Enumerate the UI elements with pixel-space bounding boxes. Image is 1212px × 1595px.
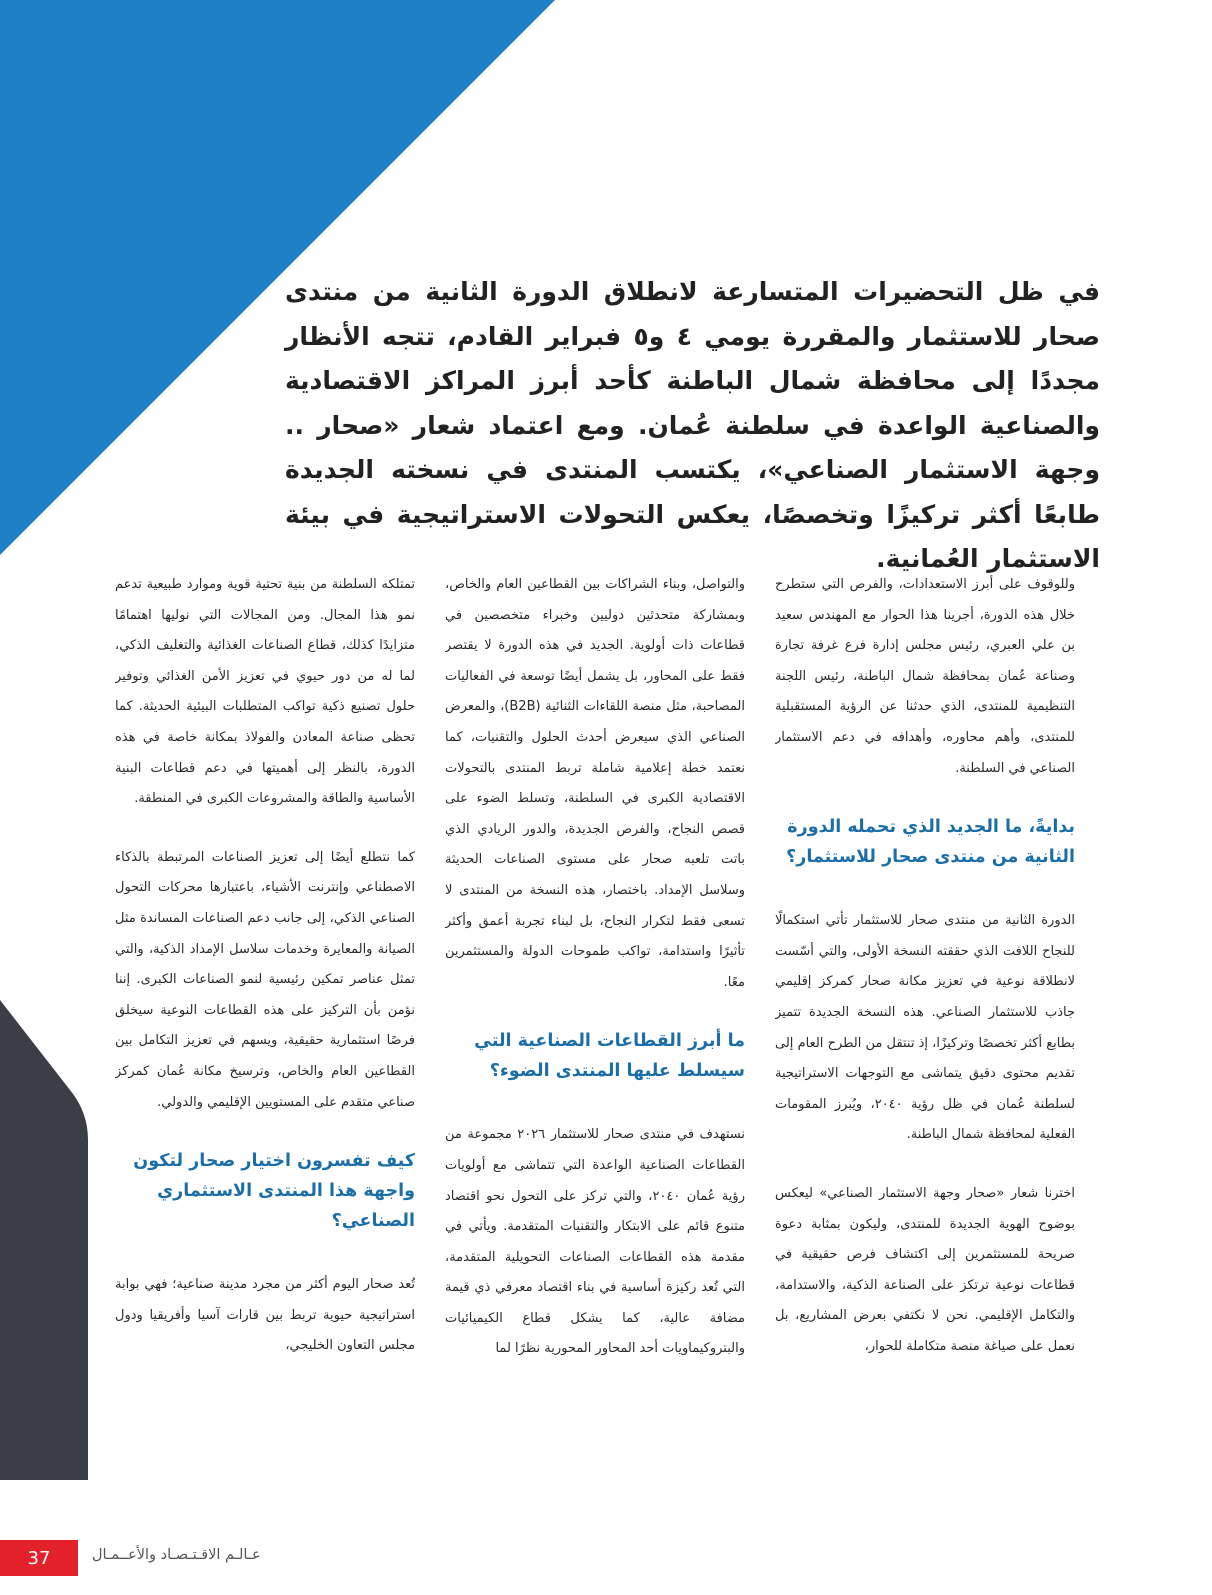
answer-paragraph: كما نتطلع أيضًا إلى تعزيز الصناعات المرتبطة بالذكاء الاصطناعي وإنترنت الأشياء، باعتبارها محركات التحول الصناعي الذكي، إلى جانب دعم الصناعات المساندة مثل الصيانة والمعايرة وخدمات سلاسل الإمداد الذكية، والتي تمثل عناصر تمكين رئيسية لنمو الصناعات الكبرى. إننا نؤمن بأن التركيز على هذه القطاعات النوعية سيخلق فرصًا استثمارية حقيقية، ويسهم في تعزيز التكامل بين القطاعين العام والخاص، وترسيخ مكانة عُمان كمركز صناعي متقدم على المستويين الإقليمي والدولي. xyxy=(115,849,415,1110)
intro-paragraph: وللوقوف على أبرز الاستعدادات، والفرص التي ستطرح خلال هذه الدورة، أجرينا هذا الحوار مع المهندس سعيد بن علي العبري، رئيس مجلس إدارة فرع غرفة تجارة وصناعة عُمان بمحافظة شمال الباطنة، رئيس اللجنة التنظيمية للمنتدى، الذي حدثنا عن الرؤية المستقبلية للمنتدى، وأهم محاوره، وأهدافه في دعم الاستثمار الصناعي في السلطنة. xyxy=(775,577,1075,776)
answer-paragraph: والتواصل، وبناء الشراكات بين القطاعين العام والخاص، وبمشاركة متحدثين دوليين وخبراء متخصصين في قطاعات ذات أولوية. الجديد في هذه الدورة لا يقتصر فقط على المحاور، بل يشمل أيضًا توسعة في الفعاليات المصاحبة، مثل منصة اللقاءات الثنائية (B2B)، والمعرض الصناعي الذي سيعرض أحدث الحلول والتقنيات، كما نعتمد خطة إعلامية شاملة تربط المنتدى بالتحولات الاقتصادية الكبرى في السلطنة، وتسلط الضوء على قصص النجاح، والفرص الجديدة، والدور الريادي الذي باتت تلعبه صحار على مستوى الصناعات الحديثة وسلاسل الإمداد. باختصار، هذه النسخة من المنتدى لا تسعى فقط لتكرار النجاح، بل لبناء تجربة أعمق وأكثر تأثيرًا واستدامة، تواكب طموحات الدولة والمستثمرين معًا. xyxy=(445,577,745,990)
answer-paragraph: اخترنا شعار «صحار وجهة الاستثمار الصناعي» ليعكس بوضوح الهوية الجديدة للمنتدى، وليكون بمثابة دعوة صريحة للمستثمرين إلى اكتشاف فرص حقيقية في قطاعات نوعية ترتكز على الصناعة الذكية، والاستدامة، والتكامل الإقليمي. نحن لا نكتفي بعرض المشاريع، بل نعمل على صياغة منصة متكاملة للحوار، xyxy=(775,1185,1075,1354)
answer-paragraph: نستهدف في منتدى صحار للاستثمار ٢٠٢٦ مجموعة من القطاعات الصناعية الواعدة التي تتماشى مع أولويات رؤية عُمان ٢٠٤٠، والتي تركز على التحول نحو اقتصاد متنوع قائم على الابتكار والتقنيات المتقدمة. ويأتي في مقدمة هذه القطاعات الصناعات التحويلية المتقدمة، التي تُعد ركيزة أساسية في بناء اقتصاد معرفي ذي قيمة مضافة عالية، كما يشكل قطاع الكيميائيات والبتروكيماويات أحد المحاور المحورية نظرًا لما xyxy=(445,1127,745,1357)
question-heading: كيف تفسرون اختيار صحار لتكون واجهة هذا المنتدى الاستثماري الصناعي؟ xyxy=(133,1151,415,1232)
answer-paragraph: الدورة الثانية من منتدى صحار للاستثمار تأتي استكمالًا للنجاح اللافت الذي حققته النسخة الأولى، والتي أسّست لانطلاقة نوعية في تعزيز مكانة صحار كمركز إقليمي جاذب للاستثمار الصناعي. هذه النسخة الجديدة تتميز بطابع أكثر تخصصًا وتركيزًا، إذ تنتقل من الطرح العام إلى تقديم محتوى دقيق يتماشى مع التوجهات الاستراتيجية لسلطنة عُمان في ظل رؤية ٢٠٤٠، ويُبرز المقومات الفعلية لمحافظة شمال الباطنة. xyxy=(775,913,1075,1143)
magazine-title: عـالـم الاقـتـصـاد والأعــمـال xyxy=(92,1547,261,1563)
dark-side-decoration xyxy=(0,1000,90,1480)
answer-paragraph: تُعد صحار اليوم أكثر من مجرد مدينة صناعية؛ فهي بوابة استراتيجية حيوية تربط بين قارات آسيا وأفريقيا ودول مجلس التعاون الخليجي، xyxy=(115,1277,415,1354)
article-column-middle xyxy=(445,570,745,1550)
answer-paragraph: تمتلكه السلطنة من بنية تحتية قوية وموارد طبيعية تدعم نمو هذا المجال. ومن المجالات التي نوليها اهتمامًا متزايدًا كذلك، قطاع الصناعات الغذائية والتغليف الذكي، لما له من دور حيوي في تعزيز الأمن الغذائي وتوفير حلول تصنيع ذكية تواكب المتطلبات البيئية الحديثة. كما تحظى صناعة المعادن والفولاذ بمكانة خاصة في هذه الدورة، بالنظر إلى أهميتها في دعم قطاعات البنية الأساسية والطاقة والمشروعات الكبرى في المنطقة. xyxy=(115,577,415,807)
page-number: 37 xyxy=(0,1540,78,1576)
question-heading: بدايةً، ما الجديد الذي تحمله الدورة الثانية من منتدى صحار للاستثمار؟ xyxy=(786,817,1075,868)
article-column-right xyxy=(775,570,1075,1550)
question-heading: ما أبرز القطاعات الصناعية التي سيسلط عليها المنتدى الضوء؟ xyxy=(474,1031,745,1082)
lead-paragraph: في ظل التحضيرات المتسارعة لانطلاق الدورة الثانية من منتدى صحار للاستثمار والمقررة يومي ٤ و٥ فبراير القادم، تتجه الأنظار مجددًا إلى محافظة شمال الباطنة كأحد أبرز المراكز الاقتصادية والصناعية الواعدة في سلطنة عُمان. ومع اعتماد شعار «صحار .. وجهة الاستثمار الصناعي»، يكتسب المنتدى في نسخته الجديدة طابعًا أكثر تركيزًا وتخصصًا، يعكس التحولات الاستراتيجية في بيئة الاستثمار العُمانية. xyxy=(285,277,1101,573)
article-column-left xyxy=(115,570,415,1550)
